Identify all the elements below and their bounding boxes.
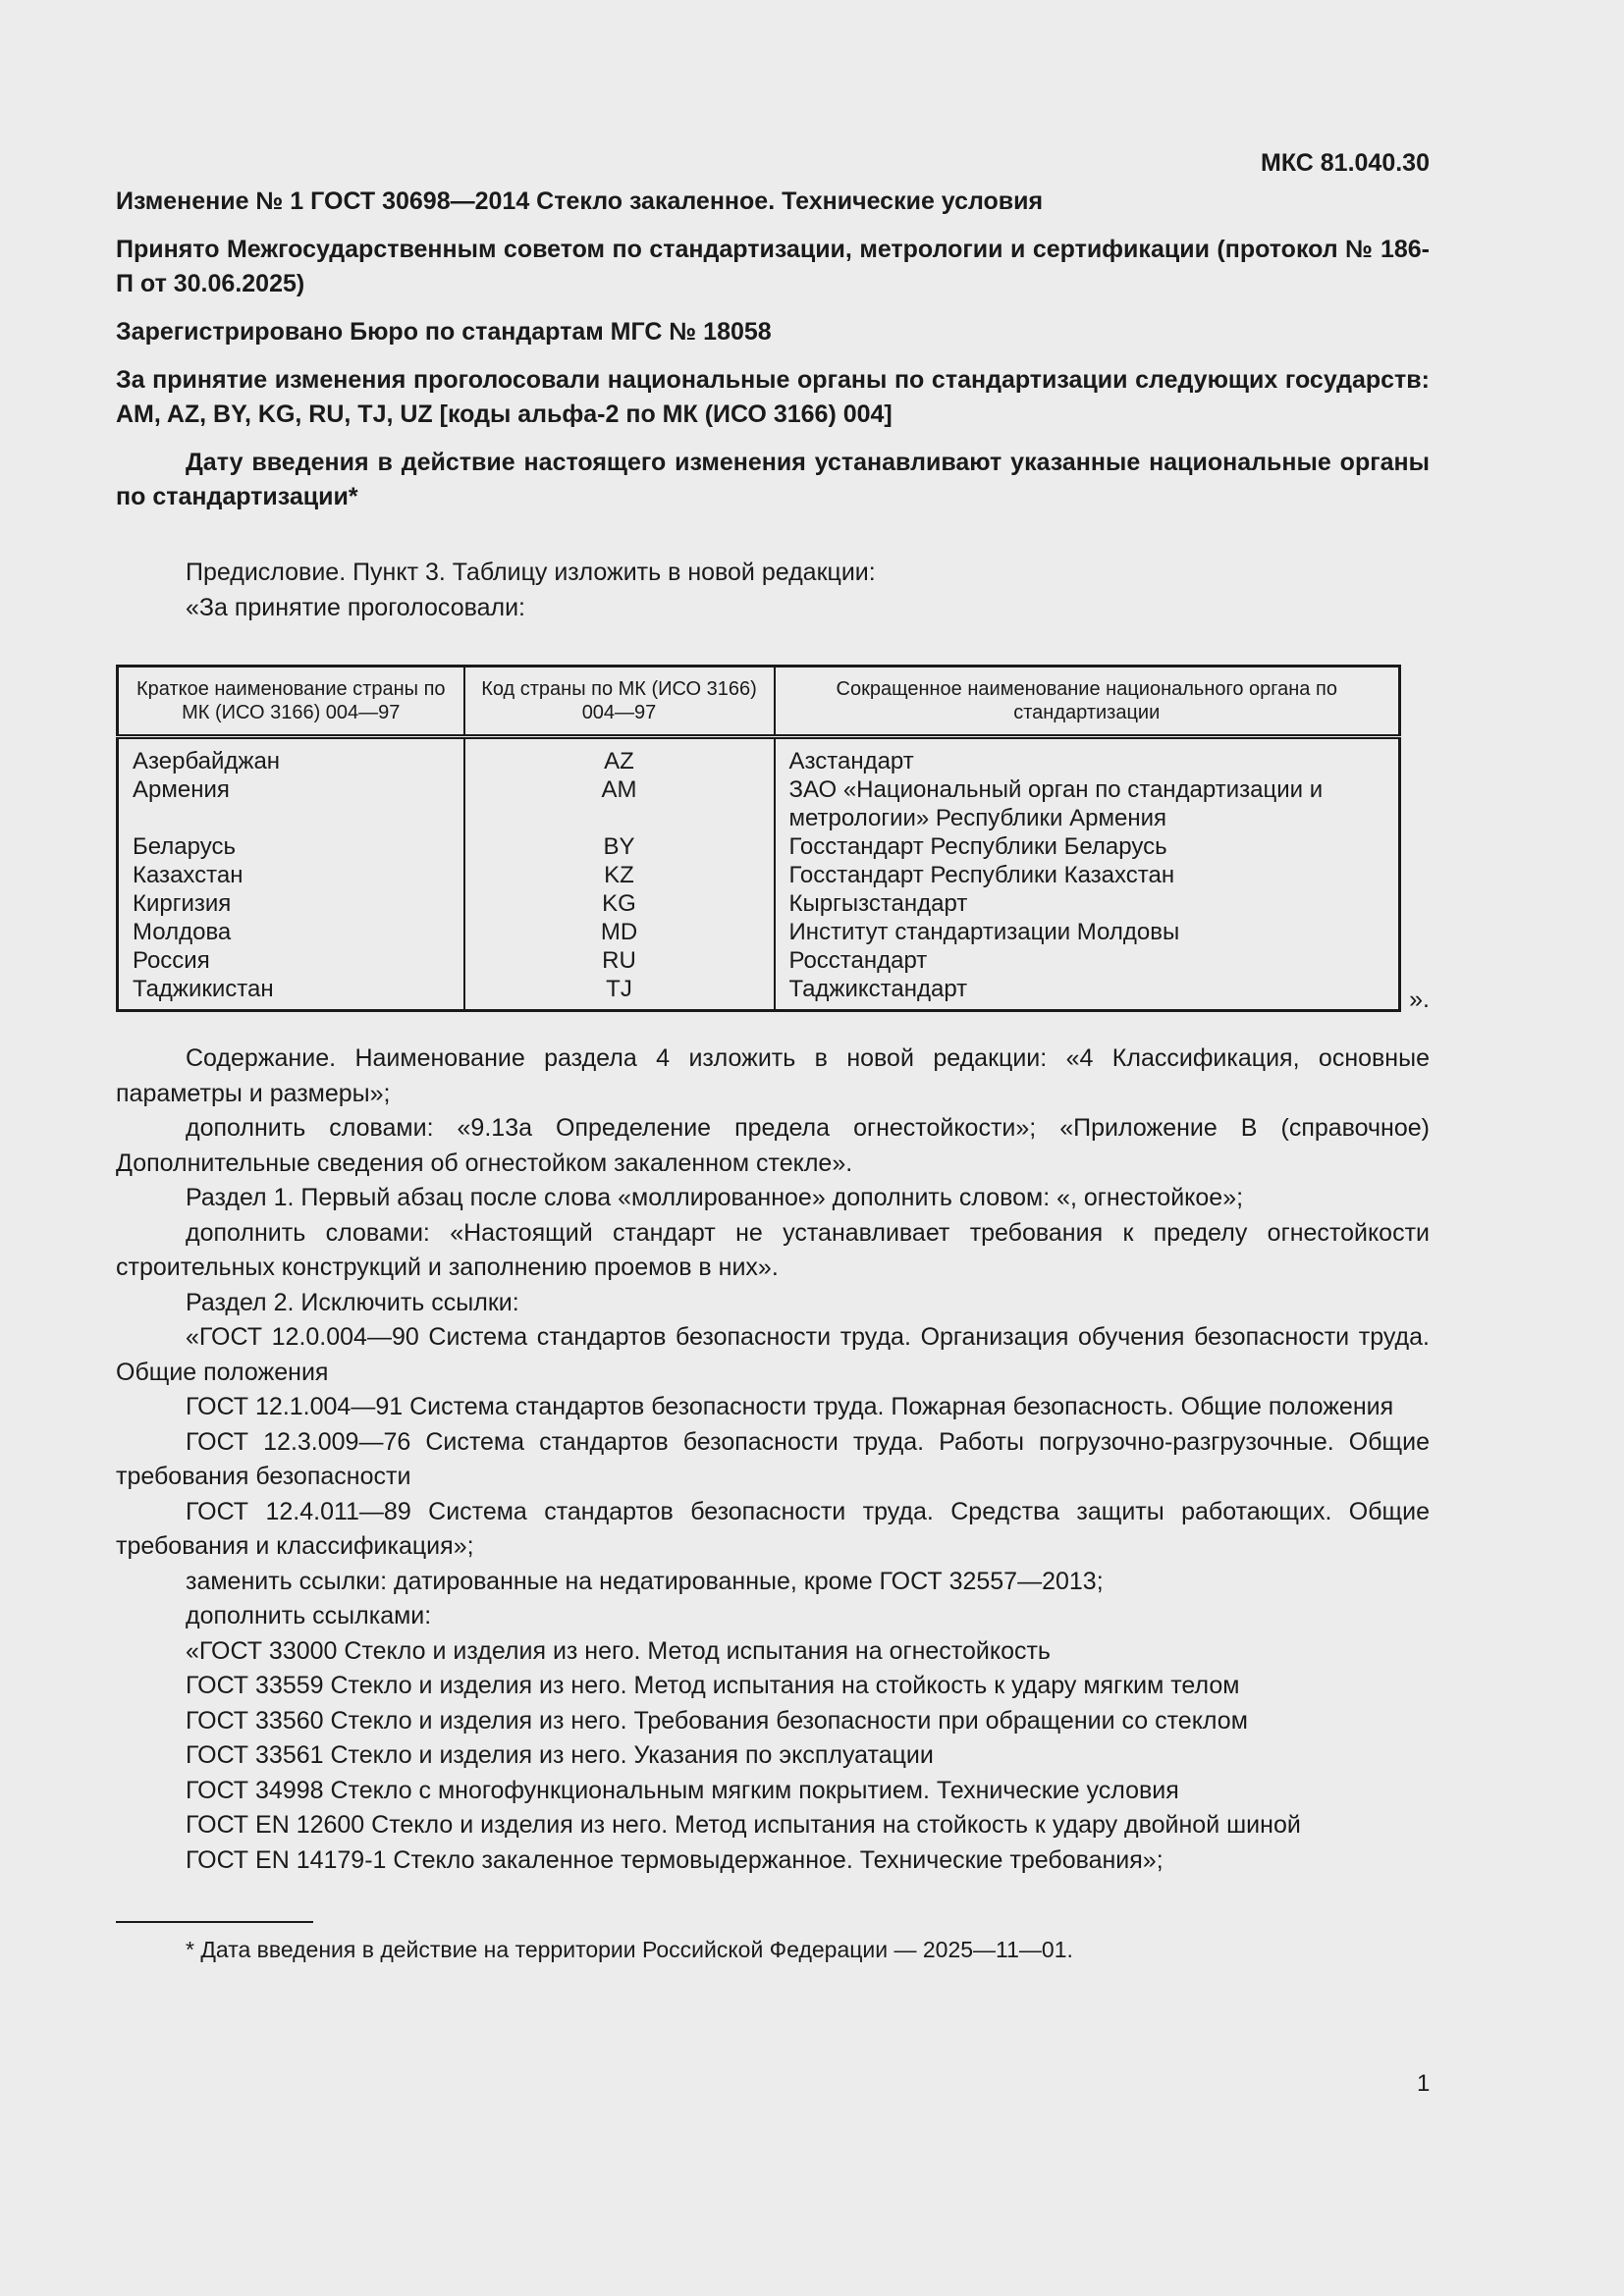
table-row — [118, 975, 1400, 1011]
country-cell: Молдова — [133, 919, 232, 945]
code-cell: RU — [464, 946, 775, 975]
country-cell: Таджикистан — [133, 976, 274, 1002]
country-cell: Беларусь — [133, 833, 236, 860]
preface-line: «За принятие проголосовали: — [186, 593, 525, 621]
document-page — [116, 145, 1430, 1964]
body-paragraph: «ГОСТ 33000 Стекло и изделия из него. Метод испытания на огнестойкость — [186, 1636, 1051, 1665]
body-paragraph: ГОСТ 33561 Стекло и изделия из него. Указания по эксплуатации — [186, 1741, 934, 1769]
body-cell: Таджикстандарт — [775, 975, 1400, 1011]
footnote-divider — [116, 1921, 313, 1923]
body-paragraph: ГОСТ EN 14179-1 Стекло закаленное термовыдержанное. Технические требования»; — [186, 1845, 1164, 1874]
body-paragraph: ГОСТ 12.4.011—89 Система стандартов безопасности труда. Средства защиты работающих. Общие требования и классификация»; — [116, 1497, 1430, 1560]
mks-code: МКС 81.040.30 — [1261, 149, 1430, 177]
body-paragraph: ГОСТ 33560 Стекло и изделия из него. Требования безопасности при обращении со стеклом — [186, 1706, 1248, 1735]
table-row — [118, 832, 1400, 861]
body-cell: Госстандарт Республики Беларусь — [775, 832, 1400, 861]
code-cell: KG — [464, 889, 775, 918]
table-header-cell: Сокращенное наименование национального органа по стандартизации — [775, 667, 1400, 737]
code-cell: AM — [464, 775, 775, 832]
document-title: Изменение № 1 ГОСТ 30698—2014 Стекло закаленное. Технические условия — [116, 187, 1044, 215]
body-paragraph: Раздел 2. Исключить ссылки: — [186, 1288, 519, 1316]
body-paragraph: заменить ссылки: датированные на недатированные, кроме ГОСТ 32557—2013; — [186, 1567, 1104, 1595]
body-paragraph: дополнить словами: «9.13а Определение предела огнестойкости»; «Приложение В (справочное) Дополнительные сведения об огнестойком закаленном стекле». — [116, 1114, 1430, 1177]
table-row — [118, 861, 1400, 889]
country-cell: Киргизия — [133, 890, 232, 917]
voting-table-wrap — [116, 665, 1430, 1012]
voting-table — [116, 665, 1401, 1012]
footnote: * Дата введения в действие на территории Российской Федерации — 2025—11—01. — [186, 1937, 1073, 1962]
code-cell: AZ — [464, 737, 775, 776]
body-paragraph: ГОСТ 33559 Стекло и изделия из него. Метод испытания на стойкость к удару мягким телом — [186, 1672, 1240, 1699]
body-cell: Госстандарт Республики Казахстан — [775, 861, 1400, 889]
body-cell: ЗАО «Национальный орган по стандартизации и метрологии» Республики Армения — [775, 775, 1400, 832]
body-paragraph: ГОСТ 12.3.009—76 Система стандартов безопасности труда. Работы погрузочно-разгрузочные. Общие требования безопасности — [116, 1427, 1430, 1490]
body-paragraph: дополнить ссылками: — [186, 1602, 432, 1629]
country-cell: Россия — [133, 947, 210, 974]
table-row — [118, 889, 1400, 918]
body-cell: Росстандарт — [775, 946, 1400, 975]
table-row — [118, 918, 1400, 946]
code-cell: MD — [464, 918, 775, 946]
table-row — [118, 775, 1400, 832]
code-cell: BY — [464, 832, 775, 861]
page-number: 1 — [1417, 2070, 1431, 2097]
body-paragraph: «ГОСТ 12.0.004—90 Система стандартов безопасности труда. Организация обучения безопасности труда. Общие положения — [116, 1323, 1430, 1386]
body-paragraph: Содержание. Наименование раздела 4 изложить в новой редакции: «4 Классификация, основные параметры и размеры»; — [116, 1044, 1430, 1107]
country-cell: Казахстан — [133, 862, 244, 888]
body-paragraph: дополнить словами: «Настоящий стандарт не устанавливает требования к пределу огнестойкости строительных конструкций и заполнению проемов в них». — [116, 1218, 1430, 1281]
table-header-row — [118, 667, 1400, 737]
adopted-statement: Принято Межгосударственным советом по стандартизации, метрологии и сертификации (протокол № 186-П от 30.06.2025) — [116, 236, 1430, 297]
preface-line: Предисловие. Пункт 3. Таблицу изложить в новой редакции: — [186, 559, 876, 586]
body-cell: Кыргызстандарт — [775, 889, 1400, 918]
country-cell: Азербайджан — [133, 748, 281, 774]
code-cell: KZ — [464, 861, 775, 889]
closing-quote: ». — [1409, 986, 1430, 1013]
body-paragraph: ГОСТ 34998 Стекло с многофункциональным мягким покрытием. Технические условия — [186, 1776, 1179, 1804]
body-cell: Институт стандартизации Молдовы — [775, 918, 1400, 946]
body-paragraph: ГОСТ 12.1.004—91 Система стандартов безопасности труда. Пожарная безопасность. Общие положения — [186, 1393, 1394, 1420]
table-header-cell: Код страны по МК (ИСО 3166) 004—97 — [464, 667, 775, 737]
table-row — [118, 946, 1400, 975]
code-cell: TJ — [464, 975, 775, 1011]
body-cell: Азстандарт — [775, 737, 1400, 776]
table-header-cell: Краткое наименование страны по МК (ИСО 3166) 004—97 — [118, 667, 464, 737]
country-cell: Армения — [133, 776, 230, 803]
body-paragraph: ГОСТ EN 12600 Стекло и изделия из него. Метод испытания на стойкость к удару двойной шиной — [186, 1811, 1301, 1839]
voted-statement: За принятие изменения проголосовали национальные органы по стандартизации следующих государств: AM, AZ, BY, KG, RU, TJ, UZ [коды альфа-2 по МК (ИСО 3166) 004] — [116, 366, 1430, 428]
body-paragraph: Раздел 1. Первый абзац после слова «моллированное» дополнить словом: «, огнестойкое»; — [186, 1184, 1244, 1211]
table-row — [118, 737, 1400, 776]
date-note: Дату введения в действие настоящего изменения устанавливают указанные национальные органы по стандартизации* — [116, 449, 1430, 510]
registered-statement: Зарегистрировано Бюро по стандартам МГС № 18058 — [116, 318, 772, 346]
